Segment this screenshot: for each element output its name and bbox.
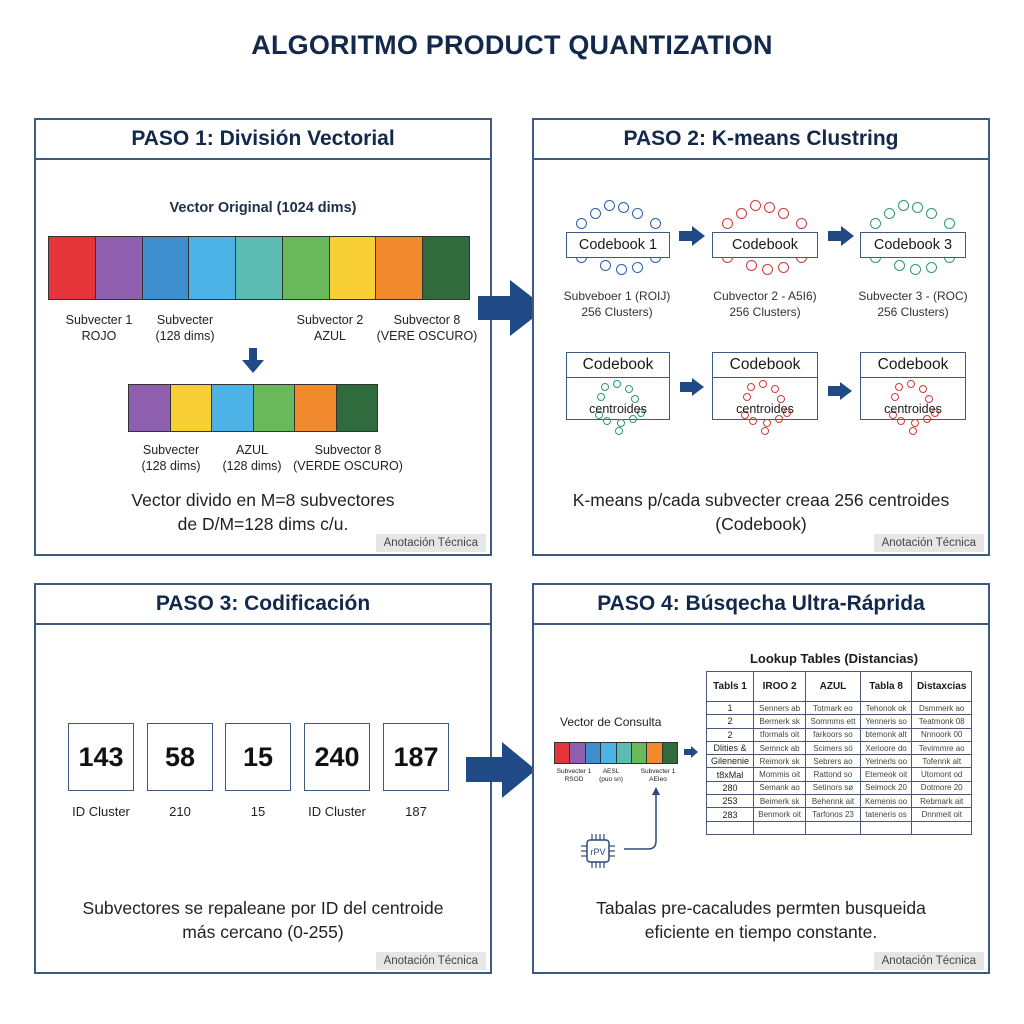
cluster-point xyxy=(746,260,757,271)
table-cell: 253 xyxy=(707,795,754,808)
cluster-point xyxy=(926,208,937,219)
centroid-point xyxy=(625,385,633,393)
table-cell xyxy=(912,821,972,834)
vector-segment xyxy=(330,237,377,299)
centroid-point xyxy=(891,393,899,401)
table-cell: Dnnmeit oit xyxy=(912,808,972,821)
vector-segment xyxy=(617,743,632,763)
table-cell: Sommms ett xyxy=(806,715,861,728)
vector-segment xyxy=(189,237,236,299)
subvector-label: Subvector 8 (VERDE OSCURO) xyxy=(293,443,403,473)
centroid-box xyxy=(712,352,818,420)
table-cell: Kemenis oo xyxy=(860,795,912,808)
vector-segment xyxy=(171,385,213,431)
centroid-point xyxy=(911,419,919,427)
centroid-box xyxy=(566,352,670,420)
table-cell: tateneris os xyxy=(860,808,912,821)
table-cell: Semnck ab xyxy=(754,741,806,754)
table-cell: farkoors so xyxy=(806,728,861,741)
cluster-point xyxy=(764,202,775,213)
table-cell: Nnnoork 00 xyxy=(912,728,972,741)
table-row xyxy=(707,795,972,808)
vector-segment xyxy=(254,385,296,431)
centroid-point xyxy=(617,419,625,427)
step-caption: Vector divido en M=8 subvectores de D/M=128 dims c/u. xyxy=(131,490,395,534)
codebook-subtitle: Cubvector 2 - A5I6) 256 Clusters) xyxy=(713,289,817,319)
centroid-point xyxy=(615,427,623,435)
table-cell: 283 xyxy=(707,808,754,821)
cluster-point xyxy=(736,208,747,219)
centroid-point xyxy=(895,383,903,391)
centroid-box-text: centroides xyxy=(589,402,647,416)
centroid-box xyxy=(860,352,966,420)
vector-segment xyxy=(570,743,585,763)
cluster-id-label: 210 xyxy=(169,804,191,819)
table-cell: Dotmore 20 xyxy=(912,781,972,794)
query-vector-bar xyxy=(554,742,678,764)
panel-heading: PASO 1: División Vectorial xyxy=(36,120,490,160)
table-cell: Semank ao xyxy=(754,781,806,794)
cluster-point xyxy=(750,200,761,211)
panel-heading: PASO 3: Codificación xyxy=(36,585,490,625)
vector-segment xyxy=(212,385,254,431)
segment-label: Subvector 2 AZUL xyxy=(296,313,364,343)
right-arrow-icon xyxy=(828,382,852,400)
segment-label: Subvecter (128 dims) xyxy=(155,313,215,343)
table-header-cell: Tabls 1 xyxy=(707,672,754,702)
table-cell: Totmark eo xyxy=(806,702,861,715)
cluster-point xyxy=(650,218,661,229)
centroid-point xyxy=(747,383,755,391)
cluster-point xyxy=(870,218,881,229)
cluster-point xyxy=(762,264,773,275)
cluster-point xyxy=(632,208,643,219)
cluster-point xyxy=(576,218,587,229)
centroid-point xyxy=(775,415,783,423)
table-cell: Setinors sø xyxy=(806,781,861,794)
vector-segment xyxy=(49,237,96,299)
centroid-box-text: centroides xyxy=(736,402,794,416)
table-row xyxy=(707,741,972,754)
centroid-point xyxy=(763,419,771,427)
lookup-table-title: Lookup Tables (Distancias) xyxy=(749,651,919,666)
table-cell: Reimork sk xyxy=(754,755,806,768)
technical-note-tag: Anotación Técnica xyxy=(376,952,486,970)
cluster-id-label: 15 xyxy=(250,804,266,819)
table-row xyxy=(707,821,972,834)
table-cell: Tehonok ok xyxy=(860,702,912,715)
technical-note-tag: Anotación Técnica xyxy=(874,952,984,970)
table-header-cell: IROO 2 xyxy=(754,672,806,702)
down-arrow-icon xyxy=(242,348,264,374)
table-cell: Mommis oit xyxy=(754,768,806,781)
cluster-id-box: 240 xyxy=(304,723,370,791)
vector-segment xyxy=(295,385,337,431)
panel-heading: PASO 2: K-means Clustring xyxy=(534,120,988,160)
vector-segment xyxy=(283,237,330,299)
centroid-point xyxy=(601,383,609,391)
table-cell xyxy=(754,821,806,834)
vector-segment xyxy=(236,237,283,299)
vector-segment xyxy=(423,237,469,299)
table-cell xyxy=(707,821,754,834)
table-cell: 280 xyxy=(707,781,754,794)
table-cell: Dlities & xyxy=(707,741,754,754)
right-arrow-icon xyxy=(466,742,536,798)
cluster-id-label: ID Cluster xyxy=(72,804,130,819)
table-cell xyxy=(860,821,912,834)
cluster-id-label: 187 xyxy=(405,804,427,819)
table-cell: Beimerk sk xyxy=(754,795,806,808)
table-cell: 2 xyxy=(707,728,754,741)
cluster-id-box: 15 xyxy=(225,723,291,791)
table-cell: Behennk ait xyxy=(806,795,861,808)
table-cell: btemonk alt xyxy=(860,728,912,741)
centroid-point xyxy=(629,415,637,423)
codebook-label: Codebook 1 xyxy=(566,232,670,258)
vector-segment xyxy=(555,743,570,763)
right-arrow-icon xyxy=(828,226,854,246)
cluster-id-box: 58 xyxy=(147,723,213,791)
centroid-point xyxy=(923,415,931,423)
vector-segment xyxy=(337,385,378,431)
cluster-point xyxy=(616,264,627,275)
centroid-box-title: Codebook xyxy=(567,353,669,378)
centroid-point xyxy=(771,385,779,393)
cluster-point xyxy=(618,202,629,213)
table-cell: Seimock 20 xyxy=(860,781,912,794)
cluster-point xyxy=(600,260,611,271)
centroid-point xyxy=(603,417,611,425)
query-segment-label: Subvecter 1 RSOD xyxy=(556,768,592,783)
table-cell: Etemeok oit xyxy=(860,768,912,781)
table-cell: Rebmark ait xyxy=(912,795,972,808)
vector-original-title: Vector Original (1024 dims) xyxy=(169,200,357,216)
table-cell: t8xMal xyxy=(707,768,754,781)
cluster-id-box: 143 xyxy=(68,723,134,791)
panel-heading: PASO 4: Búsqecha Ultra-Ráprida xyxy=(534,585,988,625)
subvector-label: AZUL (128 dims) xyxy=(222,443,282,473)
centroid-point xyxy=(597,393,605,401)
lookup-table xyxy=(706,671,972,835)
centroid-point xyxy=(761,427,769,435)
table-cell: Bermerk sk xyxy=(754,715,806,728)
cluster-point xyxy=(884,208,895,219)
cluster-point xyxy=(632,262,643,273)
cluster-point xyxy=(912,202,923,213)
vector-segment xyxy=(647,743,662,763)
vector-segment xyxy=(96,237,143,299)
centroid-point xyxy=(909,427,917,435)
table-cell: 1 xyxy=(707,702,754,715)
table-row xyxy=(707,808,972,821)
cluster-point xyxy=(604,200,615,211)
panel-step-3 xyxy=(34,583,492,974)
query-vector-title: Vector de Consulta xyxy=(560,715,662,729)
table-cell: Teatmonk 08 xyxy=(912,715,972,728)
centroid-point xyxy=(749,417,757,425)
panel-step-2 xyxy=(532,118,990,556)
table-cell: Benmork oit xyxy=(754,808,806,821)
vector-segment xyxy=(129,385,171,431)
vector-segment xyxy=(632,743,647,763)
table-header-cell: AZUL xyxy=(806,672,861,702)
step-caption: Tabalas pre-cacaludes permten busqueida eficiente en tiempo constante. xyxy=(596,898,926,942)
cluster-point xyxy=(796,218,807,229)
table-cell: Yerinerls oo xyxy=(860,755,912,768)
cluster-point xyxy=(778,208,789,219)
table-cell: Senners ab xyxy=(754,702,806,715)
cluster-point xyxy=(944,218,955,229)
query-segment-label: Subvecter 1 AEIeo xyxy=(640,768,676,783)
centroid-box-title: Codebook xyxy=(861,353,965,378)
centroid-point xyxy=(919,385,927,393)
connector-arrow-icon xyxy=(614,785,674,855)
segment-label: Subvector 8 (VERE OSCURO) xyxy=(376,313,478,343)
centroid-point xyxy=(613,380,621,388)
vector-segment xyxy=(663,743,677,763)
diagram-title: ALGORITMO PRODUCT QUANTIZATION xyxy=(251,30,773,60)
centroid-box-text: centroides xyxy=(884,402,942,416)
original-vector-bar xyxy=(48,236,470,300)
cluster-point xyxy=(590,208,601,219)
table-cell: Gilenenie xyxy=(707,755,754,768)
panel-step-4 xyxy=(532,583,990,974)
table-header-cell: Distaxcias xyxy=(912,672,972,702)
codebook-subtitle: Subveboer 1 (ROIJ) 256 Clusters) xyxy=(563,289,671,319)
step-caption: Subvectores se repaleane por ID del centroide más cercano (0-255) xyxy=(82,898,444,942)
table-row xyxy=(707,702,972,715)
centroid-point xyxy=(759,380,767,388)
table-cell: Yenneris so xyxy=(860,715,912,728)
cluster-id-box: 187 xyxy=(383,723,449,791)
table-cell: Tevimmre ao xyxy=(912,741,972,754)
table-row xyxy=(707,728,972,741)
codebook-label: Codebook 3 xyxy=(860,232,966,258)
step-caption: K-means p/cada subvecter creaa 256 centroides (Codebook) xyxy=(572,490,950,534)
vector-segment xyxy=(376,237,423,299)
table-cell: Rattond so xyxy=(806,768,861,781)
subvector-label: Subvecter (128 dims) xyxy=(141,443,201,473)
right-arrow-icon xyxy=(679,226,705,246)
table-row xyxy=(707,781,972,794)
centroid-point xyxy=(907,380,915,388)
technical-note-tag: Anotación Técnica xyxy=(874,534,984,552)
vector-segment xyxy=(143,237,190,299)
table-cell: Scimers sö xyxy=(806,741,861,754)
centroid-box-title: Codebook xyxy=(713,353,817,378)
right-arrow-icon xyxy=(684,746,698,758)
table-cell: Dsmmerk ao xyxy=(912,702,972,715)
table-row xyxy=(707,715,972,728)
cpu-icon xyxy=(580,833,616,869)
table-cell: Tofennk alt xyxy=(912,755,972,768)
panel-step-1 xyxy=(34,118,492,556)
cluster-point xyxy=(722,218,733,229)
technical-note-tag: Anotación Técnica xyxy=(376,534,486,552)
table-row xyxy=(707,755,972,768)
table-cell: Xerioore do xyxy=(860,741,912,754)
cluster-id-label: ID Cluster xyxy=(308,804,366,819)
codebook-label: Codebook xyxy=(712,232,818,258)
table-cell: Sebrers ao xyxy=(806,755,861,768)
cluster-point xyxy=(926,262,937,273)
cluster-point xyxy=(778,262,789,273)
centroid-point xyxy=(743,393,751,401)
cluster-point xyxy=(894,260,905,271)
centroid-point xyxy=(897,417,905,425)
table-row xyxy=(707,768,972,781)
vector-segment xyxy=(601,743,616,763)
table-cell: Tarfonos 23 xyxy=(806,808,861,821)
cluster-point xyxy=(898,200,909,211)
subvector-bar xyxy=(128,384,378,432)
segment-label: Subvecter 1 ROJO xyxy=(65,313,133,343)
table-cell: tformals oit xyxy=(754,728,806,741)
codebook-subtitle: Subvecter 3 - (ROC) 256 Clusters) xyxy=(858,289,968,319)
query-segment-label: AESL (puo sn) xyxy=(599,768,623,783)
table-cell xyxy=(806,821,861,834)
table-cell: Utomont od xyxy=(912,768,972,781)
vector-segment xyxy=(586,743,601,763)
right-arrow-icon xyxy=(680,378,704,396)
cluster-point xyxy=(910,264,921,275)
table-cell: 2 xyxy=(707,715,754,728)
table-header-cell: Tabla 8 xyxy=(860,672,912,702)
svg-text:rPV: rPV xyxy=(590,847,606,857)
